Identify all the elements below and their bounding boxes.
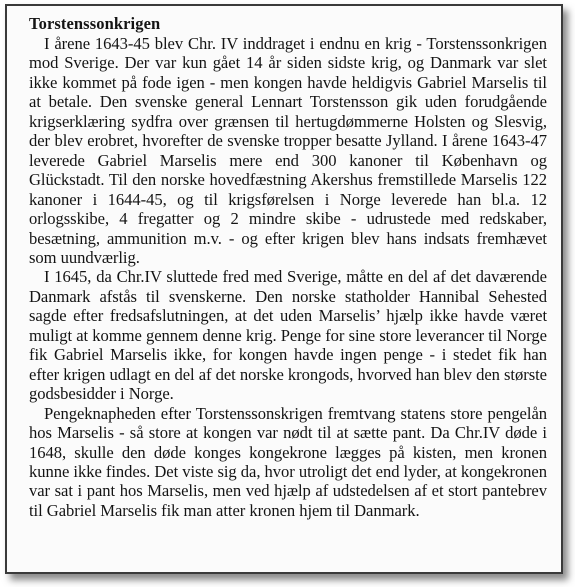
- article-box: [5, 4, 563, 574]
- article-paragraph: Pengeknapheden efter Torstenssonskrigen fremtvang statens store pengelån hos Marselis - så store at kongen var nødt til at sætte pant. Da Chr.IV døde i 1648, skulle den døde konges kongekrone lægges på kisten, men kronen kunne ikke findes. Det viste sig da, hvor utroligt det end lyder, at kongekronen var sat i pant hos Marselis, men ved hjælp af udstedelsen af et stort pantebrev til Gabriel Marselis fik man atter kronen hjem til Danmark.: [29, 403, 547, 520]
- article-paragraph: I årene 1643-45 blev Chr. IV inddraget i endnu en krig - Torstenssonkrigen mod Sverige. Der var kun gået 14 år siden sidste krig, og Danmark var slet ikke kommet på fode igen - men kongen havde heldigvis Gabriel Marselis til at betale. Den svenske general Lennart Torstensson gik uden forudgående krigserklæring sydfra over grænsen til hertugdømmerne Holsten og Slesvig, der blev erobret, hvorefter de svenske tropper besatte Jylland. I årene 1643-47 leverede Gabriel Marselis mere end 300 kanoner til København og Glückstadt. Til den norske hovedfæstning Akershus fremstillede Marselis 122 kanoner i 1644-45, og til krigsførelsen i Norge leverede han bl.a. 12 orlogsskibe, 4 fregatter og 2 mindre skibe - udrustede med redskaber, besætning, ammunition m.v. - og efter krigen blev hans indsats fremhævet som uundværlig.: [29, 34, 547, 267]
- article-title: Torstenssonkrigen: [29, 14, 161, 33]
- article-paragraph: I 1645, da Chr.IV sluttede fred med Sverige, måtte en del af det daværende Danmark afstås til svenskerne. Den norske statholder Hannibal Sehested sagde efter fredsafslutningen, at det uden Marselis’ hjælp ikke havde været muligt at komme gennem denne krig. Penge for sine store leverancer til Norge fik Gabriel Marselis ikke, for kongen havde ingen penge - i stedet fik han efter krigen udlagt en del af det norske krongods, hvorved han blev den største godsbesidder i Norge.: [29, 267, 547, 404]
